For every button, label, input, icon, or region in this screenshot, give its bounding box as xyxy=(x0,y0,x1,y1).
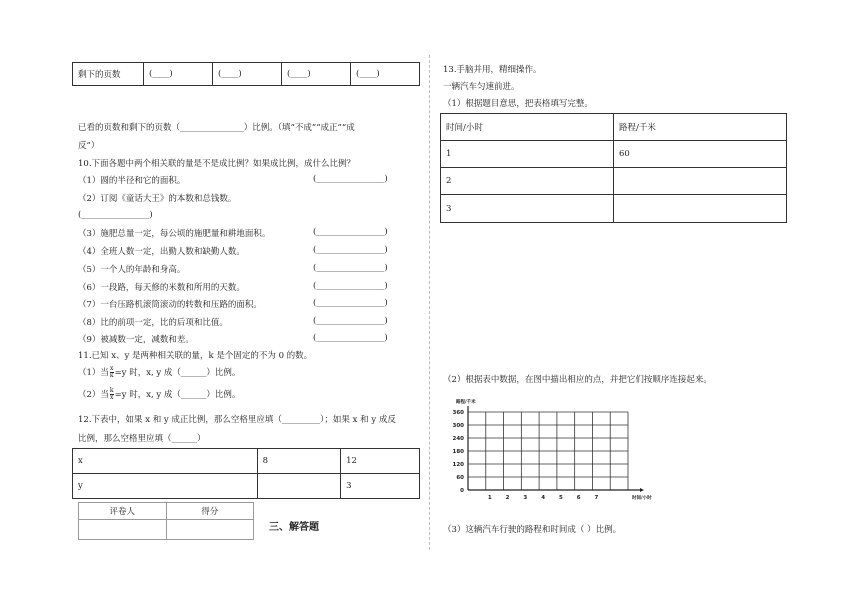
x-tick-label: 5 xyxy=(558,495,563,501)
fraction-numerator: x xyxy=(110,365,114,372)
x-tick-label: 2 xyxy=(505,495,510,501)
blank-cell[interactable]: (____) xyxy=(213,63,282,86)
y-tick-label: 120 xyxy=(452,462,464,468)
table-row xyxy=(79,520,254,540)
q10-item: （4）全班人数一定，出勤人数和缺勤人数。 xyxy=(78,247,245,257)
fraction xyxy=(110,366,114,379)
answer-blank[interactable]: (________________) xyxy=(313,316,388,326)
table-row xyxy=(73,63,420,86)
table-row xyxy=(441,114,787,141)
table-row xyxy=(441,141,787,168)
table-cell: x xyxy=(73,449,258,474)
answer-blank[interactable]: (________________) xyxy=(313,263,388,273)
q13-part1: （1）根据题目意思，把表格填写完整。 xyxy=(443,99,593,109)
q12-line1: 12.下表中，如果 x 和 y 成正比例，那么空格里应填（_________）；如果 x 和 y 成反 xyxy=(78,415,396,425)
q10-item: （8）比的前项一定，比的后项和比值。 xyxy=(78,318,228,328)
table-cell: 1 xyxy=(441,141,614,168)
q13-stem: 13.手脑并用，精细操作。 xyxy=(443,65,542,75)
answer-blank[interactable]: (________________) xyxy=(313,298,388,308)
grader-table xyxy=(78,502,254,540)
table-row xyxy=(441,195,787,223)
answer-blank[interactable]: (________________) xyxy=(313,333,388,343)
blank-cell[interactable] xyxy=(257,474,340,499)
q11-item2 xyxy=(78,388,240,401)
q11-item1-prefix: （1）当 xyxy=(78,368,109,378)
q11-item1-suffix: =y 时，x, y 成（______）比例。 xyxy=(114,368,241,378)
q10-item: (________________) xyxy=(78,210,153,220)
q10-item: （5）一个人的年龄和身高。 xyxy=(78,265,186,275)
y-tick-label: 300 xyxy=(452,423,464,429)
table-cell: 60 xyxy=(614,141,787,168)
table-row xyxy=(73,474,420,499)
score-cell[interactable] xyxy=(166,520,254,540)
answer-blank[interactable]: (________________) xyxy=(313,227,388,237)
q10-item: （7）一台压路机滚筒滚动的转数和压路的面积。 xyxy=(78,300,262,310)
grader-cell[interactable] xyxy=(79,520,167,540)
blank-cell[interactable] xyxy=(614,195,787,223)
y-tick-label: 60 xyxy=(456,475,464,481)
q10-stem: 10.下面各题中两个相关联的量是不是成比例？如果成比例，成什么比例？ xyxy=(78,159,356,169)
q10-item: （3）施肥总量一定，每公顷的施肥量和耕地面积。 xyxy=(78,229,271,239)
distance-time-grid[interactable] xyxy=(440,395,670,510)
q11-item1 xyxy=(78,366,240,379)
section-title: 三、解答题 xyxy=(269,522,319,533)
score-header: 得分 xyxy=(166,503,254,520)
q10-item: （6）一段路，每天修的米数和所用的天数。 xyxy=(78,283,245,293)
table-cell: y xyxy=(73,474,258,499)
table-cell: 12 xyxy=(341,449,420,474)
x-tick-label: 3 xyxy=(523,495,528,501)
answer-blank[interactable]: (________________) xyxy=(313,174,388,184)
x-tick-label: 1 xyxy=(487,495,492,501)
fraction-denominator: k xyxy=(109,372,114,379)
row-label: 剩下的页数 xyxy=(73,63,144,86)
q11-item2-prefix: （2）当 xyxy=(78,390,109,400)
table-cell: 2 xyxy=(441,168,614,195)
y-tick-label: 180 xyxy=(452,449,464,455)
q12-line2: 比例，那么空格里应填（______） xyxy=(78,434,206,444)
q9-text-line2: 反”） xyxy=(78,141,100,151)
x-axis-arrow xyxy=(640,488,644,492)
table-row xyxy=(73,449,420,474)
y-tick-label: 240 xyxy=(452,436,464,442)
q13-part2: （2）根据表中数据，在图中描出相应的点，并把它们按顺序连接起来。 xyxy=(443,375,712,385)
blank-cell[interactable] xyxy=(614,168,787,195)
answer-blank[interactable]: (________________) xyxy=(313,281,388,291)
grader-header: 评卷人 xyxy=(79,503,167,520)
time-distance-table xyxy=(440,113,787,223)
x-tick-label: 6 xyxy=(576,495,581,501)
q10-item: （1）圆的半径和它的面积。 xyxy=(78,176,186,186)
q13-part3: （3）这辆汽车行驶的路程和时间成（ ）比例。 xyxy=(443,525,622,535)
fraction-denominator: x xyxy=(110,394,114,401)
q10-item: （2）订阅《童话大王》的本数和总钱数。 xyxy=(78,194,237,204)
x-tick-label: 4 xyxy=(541,495,546,501)
column-divider xyxy=(429,55,430,550)
xy-table xyxy=(72,448,420,499)
y-tick-label: 360 xyxy=(452,410,464,416)
answer-blank[interactable]: (________________) xyxy=(313,245,388,255)
table-cell: 3 xyxy=(341,474,420,499)
table-cell: 3 xyxy=(441,195,614,223)
table-row xyxy=(79,503,254,520)
x-axis-label: 时间/小时 xyxy=(632,496,652,501)
table-cell: 8 xyxy=(257,449,340,474)
fraction-numerator: k xyxy=(109,387,114,394)
fraction xyxy=(110,388,114,401)
x-tick-label: 7 xyxy=(594,495,599,501)
q13-intro: 一辆汽车匀速前进。 xyxy=(443,82,520,92)
blank-cell[interactable]: (____) xyxy=(351,63,420,86)
table-row xyxy=(441,168,787,195)
y-axis-label: 路程/千米 xyxy=(456,400,476,405)
q11-stem: 11.已知 x、y 是两种相关联的量，k 是个固定的不为 0 的数。 xyxy=(78,351,313,361)
table-header: 时间/小时 xyxy=(441,114,614,141)
q9-text-line1: 已看的页数和剩下的页数（_______________）比例。（填“不成”“成正”“成 xyxy=(78,123,355,133)
pages-table xyxy=(72,62,420,86)
blank-cell[interactable]: (____) xyxy=(282,63,351,86)
blank-cell[interactable]: (____) xyxy=(144,63,213,86)
q10-item: （9）被减数一定，减数和差。 xyxy=(78,335,194,345)
y-tick-label: 0 xyxy=(460,488,464,494)
q11-item2-suffix: =y 时，x, y 成（______）比例。 xyxy=(114,390,241,400)
table-header: 路程/千米 xyxy=(614,114,787,141)
